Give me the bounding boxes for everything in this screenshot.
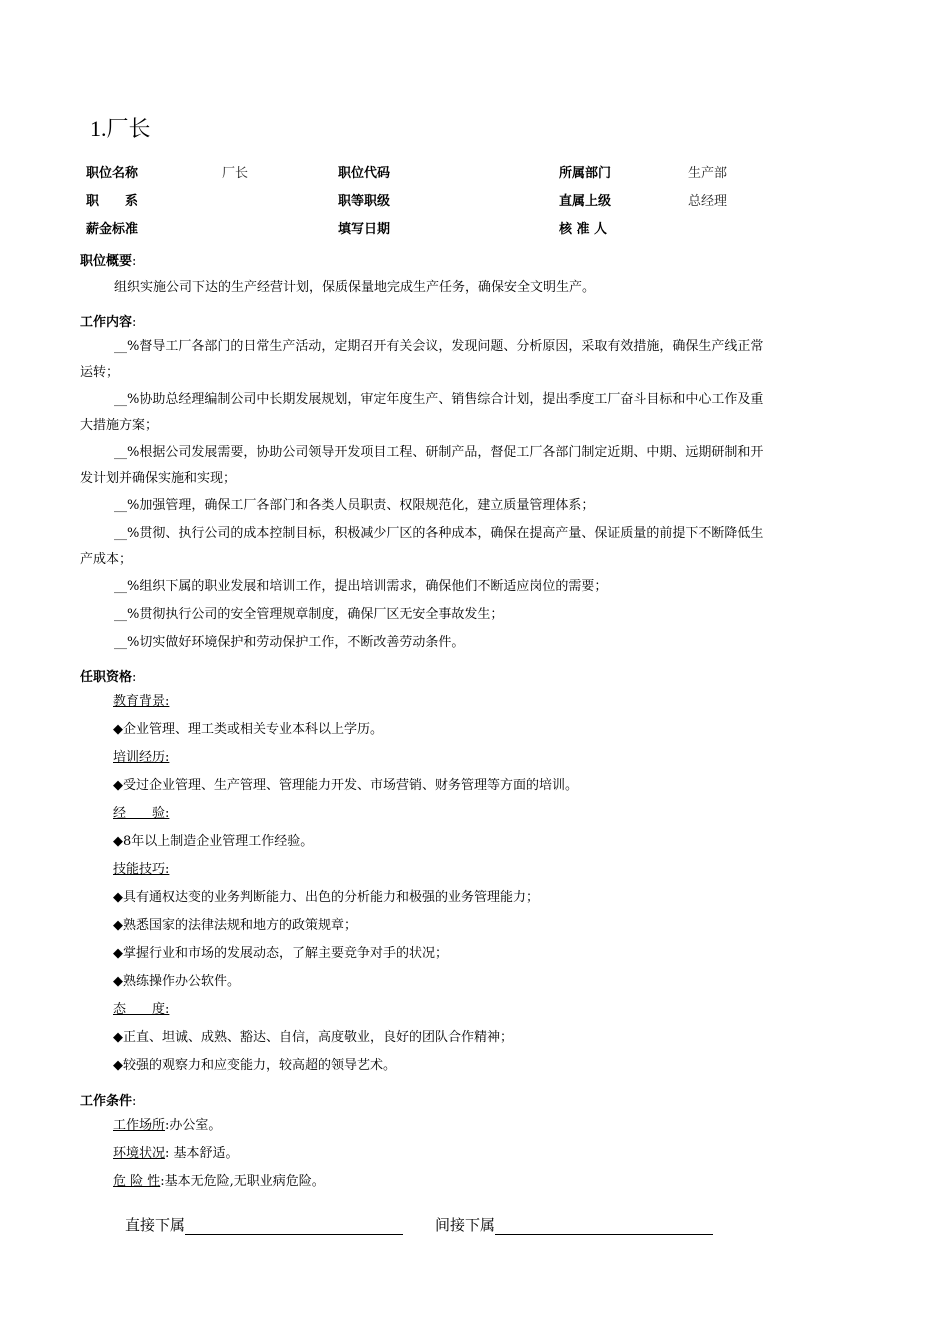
direct-subordinate-field[interactable] bbox=[185, 1216, 403, 1235]
training-label: 培训经历: bbox=[113, 750, 170, 765]
direct-subordinate-label: 直接下属 bbox=[125, 1216, 186, 1234]
skills-item: ◆熟练操作办公软件。 bbox=[113, 974, 240, 989]
indirect-subordinate-line bbox=[435, 1214, 713, 1235]
experience-item: ◆8年以上制造企业管理工作经验。 bbox=[113, 834, 314, 849]
qualifications-heading-text: 任职资格 bbox=[80, 670, 133, 685]
conditions-heading bbox=[80, 1090, 136, 1109]
duties-heading-text: 工作内容 bbox=[80, 315, 133, 330]
experience-label: 经 验: bbox=[113, 806, 170, 821]
position-name-label: 职位名称 bbox=[86, 166, 139, 181]
fill-date-label: 填写日期 bbox=[338, 222, 391, 237]
department-value: 生产部 bbox=[688, 166, 728, 181]
supervisor-value: 总经理 bbox=[688, 194, 728, 209]
workplace-value: :办公室。 bbox=[165, 1118, 222, 1133]
summary-heading bbox=[80, 250, 136, 269]
duty-item: __%根据公司发展需要，协助公司领导开发项目工程、研制产品，督促工厂各部门制定近期、中期、远期研制和开发计划并确保实施和实现； bbox=[80, 445, 764, 486]
risk-label: 危 险 性 bbox=[113, 1174, 161, 1189]
info-table bbox=[86, 164, 786, 248]
info-row bbox=[86, 164, 786, 192]
qualifications-heading bbox=[80, 666, 136, 685]
salary-label: 薪金标准 bbox=[86, 222, 139, 237]
supervisor-label: 直属上级 bbox=[559, 194, 612, 209]
page-title: 1.厂长 bbox=[90, 116, 151, 141]
training-item: ◆受过企业管理、生产管理、管理能力开发、市场营销、财务管理等方面的培训。 bbox=[113, 778, 578, 793]
skills-item: ◆掌握行业和市场的发展动态，了解主要竞争对手的状况； bbox=[113, 946, 448, 961]
conditions-heading-colon: : bbox=[132, 1094, 137, 1109]
skills-item: ◆具有通权达变的业务判断能力、出色的分析能力和极强的业务管理能力； bbox=[113, 890, 539, 905]
info-row bbox=[86, 192, 786, 220]
duty-item: __%组织下属的职业发展和培训工作，提出培训需求，确保他们不断适应岗位的需要； bbox=[114, 579, 608, 594]
education-label: 教育背景: bbox=[113, 694, 170, 709]
direct-subordinate-line bbox=[125, 1214, 403, 1235]
environment-label: 环境状况 bbox=[113, 1146, 166, 1161]
risk-value: :基本无危险,无职业病危险。 bbox=[160, 1174, 325, 1189]
position-code-label: 职位代码 bbox=[338, 166, 391, 181]
position-name-value: 厂长 bbox=[222, 166, 249, 181]
environment-value: : 基本舒适。 bbox=[165, 1146, 239, 1161]
duties-heading bbox=[80, 311, 136, 330]
attitude-label: 态 度: bbox=[113, 1002, 170, 1017]
conditions-heading-text: 工作条件 bbox=[80, 1094, 133, 1109]
duty-item: __%协助总经理编制公司中长期发展规划，审定年度生产、销售综合计划，提出季度工厂奋斗目标和中心工作及重大措施方案； bbox=[80, 392, 764, 433]
qualifications-heading-colon: : bbox=[132, 670, 137, 685]
summary-heading-text: 职位概要 bbox=[80, 254, 133, 269]
duty-item: __%督导工厂各部门的日常生产活动，定期召开有关会议，发现问题、分析原因，采取有效措施，确保生产线正常运转； bbox=[80, 339, 764, 380]
duty-item: __%贯彻执行公司的安全管理规章制度，确保厂区无安全事故发生； bbox=[114, 607, 504, 622]
summary-heading-colon: : bbox=[132, 254, 137, 269]
department-label: 所属部门 bbox=[559, 166, 612, 181]
grade-label: 职等职级 bbox=[338, 194, 391, 209]
info-row bbox=[86, 220, 786, 248]
approver-label: 核 准 人 bbox=[559, 222, 608, 237]
skills-label: 技能技巧: bbox=[113, 862, 170, 877]
duty-item: __%切实做好环境保护和劳动保护工作，不断改善劳动条件。 bbox=[114, 635, 465, 650]
attitude-item: ◆正直、坦诚、成熟、豁达、自信，高度敬业，良好的团队合作精神； bbox=[113, 1030, 513, 1045]
skills-item: ◆熟悉国家的法律法规和地方的政策规章； bbox=[113, 918, 357, 933]
risk-line bbox=[113, 1172, 325, 1192]
duties-heading-colon: : bbox=[132, 315, 137, 330]
attitude-item: ◆较强的观察力和应变能力，较高超的领导艺术。 bbox=[113, 1058, 396, 1073]
environment-line bbox=[113, 1144, 239, 1164]
workplace-line bbox=[113, 1116, 221, 1136]
education-item: ◆企业管理、理工类或相关专业本科以上学历。 bbox=[113, 722, 383, 737]
job-family-label: 职 系 bbox=[86, 194, 139, 209]
workplace-label: 工作场所 bbox=[113, 1118, 166, 1133]
summary-text: 组织实施公司下达的生产经营计划，保质保量地完成生产任务，确保安全文明生产。 bbox=[114, 280, 596, 295]
indirect-subordinate-field[interactable] bbox=[495, 1216, 713, 1235]
indirect-subordinate-label: 间接下属 bbox=[435, 1216, 496, 1234]
duty-item: __%加强管理，确保工厂各部门和各类人员职责、权限规范化，建立质量管理体系； bbox=[114, 498, 595, 513]
duty-item: __%贯彻、执行公司的成本控制目标，积极减少厂区的各种成本，确保在提高产量、保证质量的前提下不断降低生产成本； bbox=[80, 526, 764, 567]
